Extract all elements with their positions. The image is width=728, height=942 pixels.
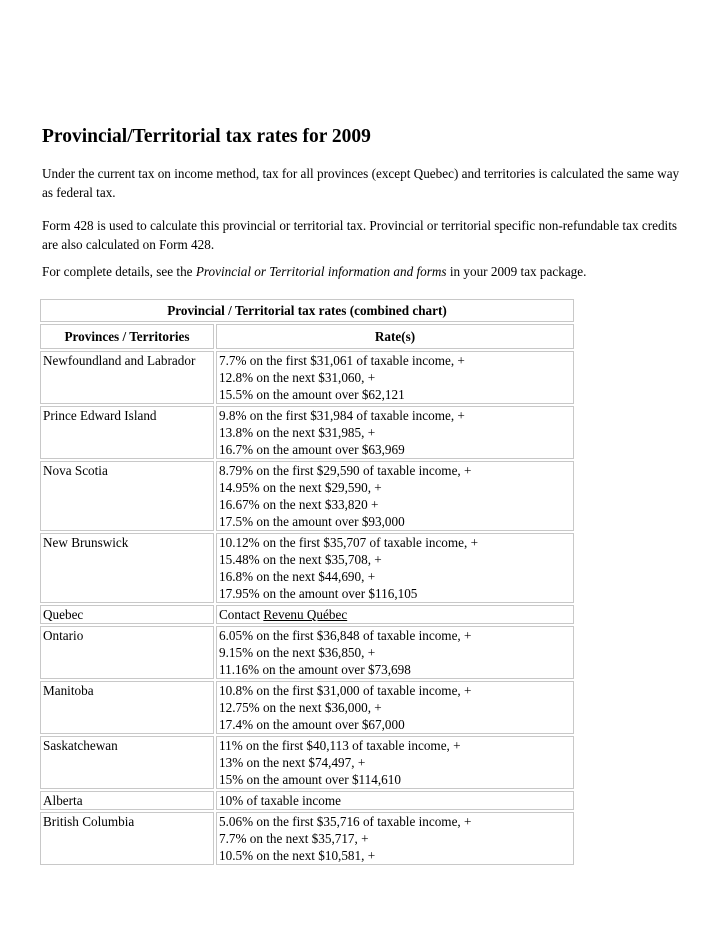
province-name: Alberta bbox=[40, 791, 214, 810]
p3-italic-reference: Provincial or Territorial information and forms bbox=[195, 264, 447, 279]
rate-cell bbox=[216, 351, 574, 404]
page-title: Provincial/Territorial tax rates for 2009 bbox=[42, 126, 371, 147]
rate-cell bbox=[216, 406, 574, 459]
tax-rates-table bbox=[38, 297, 576, 867]
intro-paragraph-3 bbox=[42, 262, 682, 281]
rate-line: 11% on the first $40,113 of taxable income, + bbox=[219, 738, 461, 753]
rate-line: 10.12% on the first $35,707 of taxable income, + bbox=[219, 535, 479, 550]
province-name: Nova Scotia bbox=[40, 461, 214, 531]
rate-line: Contact bbox=[219, 607, 264, 622]
province-name: New Brunswick bbox=[40, 533, 214, 603]
rate-line: 11.16% on the amount over $73,698 bbox=[219, 662, 411, 677]
rate-line: 15.48% on the next $35,708, + bbox=[219, 552, 382, 567]
revenu-quebec-link[interactable]: Revenu Québec bbox=[263, 607, 348, 622]
rate-cell bbox=[216, 461, 574, 531]
table-row bbox=[40, 791, 574, 810]
rate-line: 17.4% on the amount over $67,000 bbox=[219, 717, 405, 732]
province-name: Prince Edward Island bbox=[40, 406, 214, 459]
table-row bbox=[40, 812, 574, 865]
rate-line: 12.75% on the next $36,000, + bbox=[219, 700, 382, 715]
rate-line: 7.7% on the next $35,717, + bbox=[219, 831, 369, 846]
province-name: Quebec bbox=[40, 605, 214, 624]
column-header-rates: Rate(s) bbox=[216, 324, 574, 349]
rate-line: 10.5% on the next $10,581, + bbox=[219, 848, 376, 863]
table-row bbox=[40, 351, 574, 404]
intro-paragraph-2: Form 428 is used to calculate this provincial or territorial tax. Provincial or territorial specific non-refundable tax credits are also calculated on Form 428. bbox=[42, 218, 677, 252]
rate-cell bbox=[216, 626, 574, 679]
p3-text-before: For complete details, see the bbox=[42, 264, 196, 279]
rate-line: 15.5% on the amount over $62,121 bbox=[219, 387, 405, 402]
rate-line: 8.79% on the first $29,590 of taxable income, + bbox=[219, 463, 472, 478]
rate-line: 9.15% on the next $36,850, + bbox=[219, 645, 376, 660]
rate-line: 17.95% on the amount over $116,105 bbox=[219, 586, 418, 601]
rate-cell bbox=[216, 791, 574, 810]
rate-cell bbox=[216, 533, 574, 603]
rate-line: 16.67% on the next $33,820 + bbox=[219, 497, 379, 512]
rate-line: 9.8% on the first $31,984 of taxable income, + bbox=[219, 408, 465, 423]
table-row bbox=[40, 605, 574, 624]
rate-cell bbox=[216, 605, 574, 624]
rate-cell bbox=[216, 681, 574, 734]
rate-line: 10.8% on the first $31,000 of taxable income, + bbox=[219, 683, 472, 698]
rate-line: 15% on the amount over $114,610 bbox=[219, 772, 401, 787]
table-row bbox=[40, 461, 574, 531]
rate-line: 6.05% on the first $36,848 of taxable income, + bbox=[219, 628, 472, 643]
rate-line: 12.8% on the next $31,060, + bbox=[219, 370, 376, 385]
rate-line: 7.7% on the first $31,061 of taxable income, + bbox=[219, 353, 465, 368]
province-name: Ontario bbox=[40, 626, 214, 679]
rate-line: 13% on the next $74,497, + bbox=[219, 755, 366, 770]
province-name: Saskatchewan bbox=[40, 736, 214, 789]
table-caption: Provincial / Territorial tax rates (combined chart) bbox=[40, 299, 574, 322]
rate-line: 10% of taxable income bbox=[219, 793, 341, 808]
rate-line: 14.95% on the next $29,590, + bbox=[219, 480, 382, 495]
rate-line: 16.7% on the amount over $63,969 bbox=[219, 442, 405, 457]
rate-line: 13.8% on the next $31,985, + bbox=[219, 425, 376, 440]
rate-cell bbox=[216, 736, 574, 789]
table-row bbox=[40, 681, 574, 734]
p3-text-after: in your 2009 tax package. bbox=[446, 264, 587, 279]
province-name: Newfoundland and Labrador bbox=[40, 351, 214, 404]
rate-line: 16.8% on the next $44,690, + bbox=[219, 569, 376, 584]
province-name: Manitoba bbox=[40, 681, 214, 734]
province-name: British Columbia bbox=[40, 812, 214, 865]
rate-line: 5.06% on the first $35,716 of taxable income, + bbox=[219, 814, 472, 829]
column-header-provinces: Provinces / Territories bbox=[40, 324, 214, 349]
table-row bbox=[40, 533, 574, 603]
table-row bbox=[40, 736, 574, 789]
intro-paragraph-1: Under the current tax on income method, tax for all provinces (except Quebec) and territories is calculated the same way as federal tax. bbox=[42, 166, 680, 200]
table-row bbox=[40, 406, 574, 459]
rate-cell bbox=[216, 812, 574, 865]
table-row bbox=[40, 626, 574, 679]
rate-line: 17.5% on the amount over $93,000 bbox=[219, 514, 405, 529]
